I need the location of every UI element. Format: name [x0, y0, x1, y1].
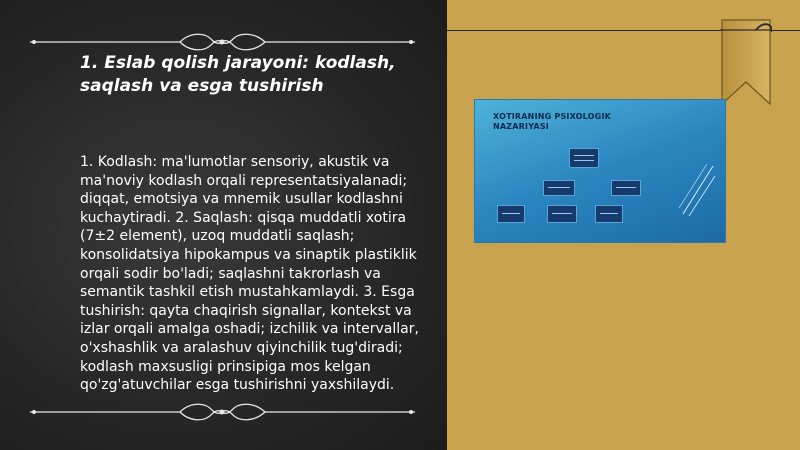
diagram-box: [595, 205, 623, 223]
slide-thumbnail[interactable]: [474, 99, 726, 243]
slide-title: 1. Eslab qolish jarayoni: kodlash, saqlash va esga tushirish: [80, 53, 396, 96]
ornament-divider-icon: [30, 30, 415, 54]
slide-body-text: 1. Kodlash: ma'lumotlar sensoriy, akustik va ma'noviy kodlash orqali representatsiyalanadi; diqqat, emotsiya va mnemik usullar kodlashni kuchaytiradi. 2. Saqlash: qisqa muddatli xotira (7±2 element), uzoq muddatli saqlash; konsolidatsiya hipokampus va sinaptik plastiklik orqali sodir bo'ladi; saqlashni takrorlash va semantik tashkil etish mustahkamlaydi. 3. Esga tushirish: qayta chaqirish signallar, kontekst va izlar orqali amalga oshadi; izchilik va intervallar, o'xshashlik va aralashuv qiyinchilik tug'diradi; kodlash maxsusligi prinsipiga mos kelgan qo'zg'atuvchilar esga tushirishni yaxshilaydi.: [80, 154, 419, 394]
thumbnail-title: XOTIRANING PSIXOLOGIK NAZARIYASI: [493, 112, 612, 131]
diagram-box: [543, 180, 575, 196]
diagram-box: [497, 205, 525, 223]
diagram-box: [569, 148, 599, 168]
decorative-lines-icon: [677, 160, 717, 220]
ornament-divider-icon: [30, 400, 415, 424]
diagram-box: [547, 205, 577, 223]
diagram-box: [611, 180, 641, 196]
bookmark-ribbon-icon: [720, 18, 772, 106]
